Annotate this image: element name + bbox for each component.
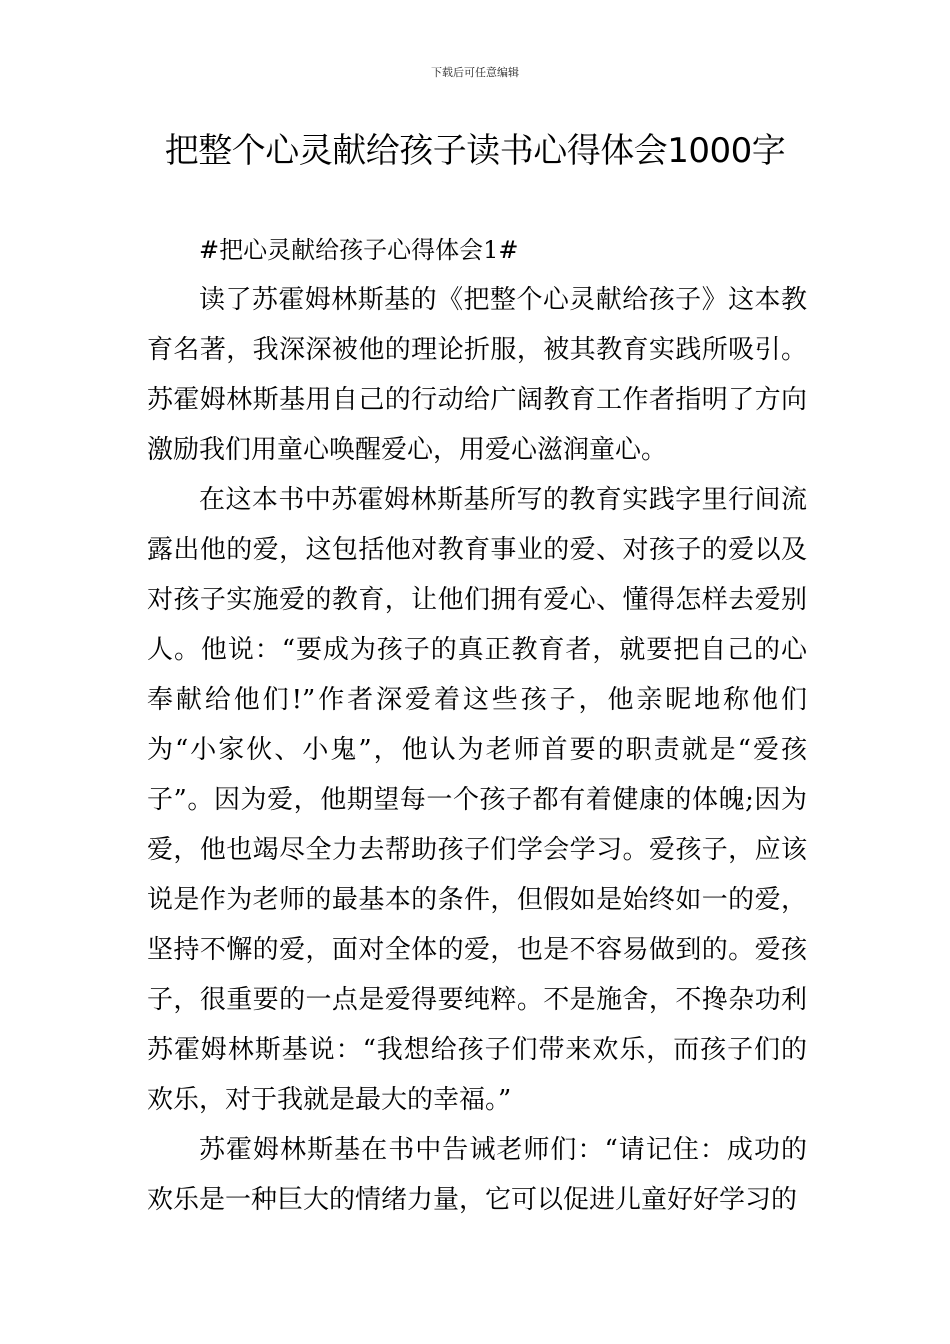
paragraph-1: 读了苏霍姆林斯基的《把整个心灵献给孩子》这本教育名著，我深深被他的理论折服，被其教育实践所吸引。苏霍姆林斯基用自己的行动给广阔教育工作者指明了方向激励我们用童心唤醒爱心，用爱心滋润童心。: [147, 285, 807, 465]
document-title: 把整个心灵献给孩子读书心得体会1000字: [164, 131, 786, 171]
header-note: 下载后可任意编辑: [431, 66, 519, 79]
paragraph-3: 苏霍姆林斯基在书中告诫老师们：“请记住：成功的欢乐是一种巨大的情绪力量，它可以促进儿童好好学习的: [147, 1135, 807, 1215]
paragraph-2: 在这本书中苏霍姆林斯基所写的教育实践字里行间流露出他的爱，这包括他对教育事业的爱、对孩子的爱以及对孩子实施爱的教育，让他们拥有爱心、懂得怎样去爱别人。他说：“要成为孩子的真正教育者，就要把自己的心奉献给他们!”作者深爱着这些孩子，他亲昵地称他们为“小家伙、小鬼”，他认为老师首要的职责就是“爱孩子”。因为爱，他期望每一个孩子都有着健康的体魄;因为爱，他也竭尽全力去帮助孩子们学会学习。爱孩子，应该说是作为老师的最基本的条件，但假如是始终如一的爱，坚持不懈的爱，面对全体的爱，也是不容易做到的。爱孩子，很重要的一点是爱得要纯粹。不是施舍，不搀杂功利苏霍姆林斯基说：“我想给孩子们带来欢乐，而孩子们的欢乐，对于我就是最大的幸福。”: [147, 485, 807, 1115]
document-body: [147, 225, 807, 1225]
section-heading: #把心灵献给孩子心得体会1#: [199, 236, 519, 264]
